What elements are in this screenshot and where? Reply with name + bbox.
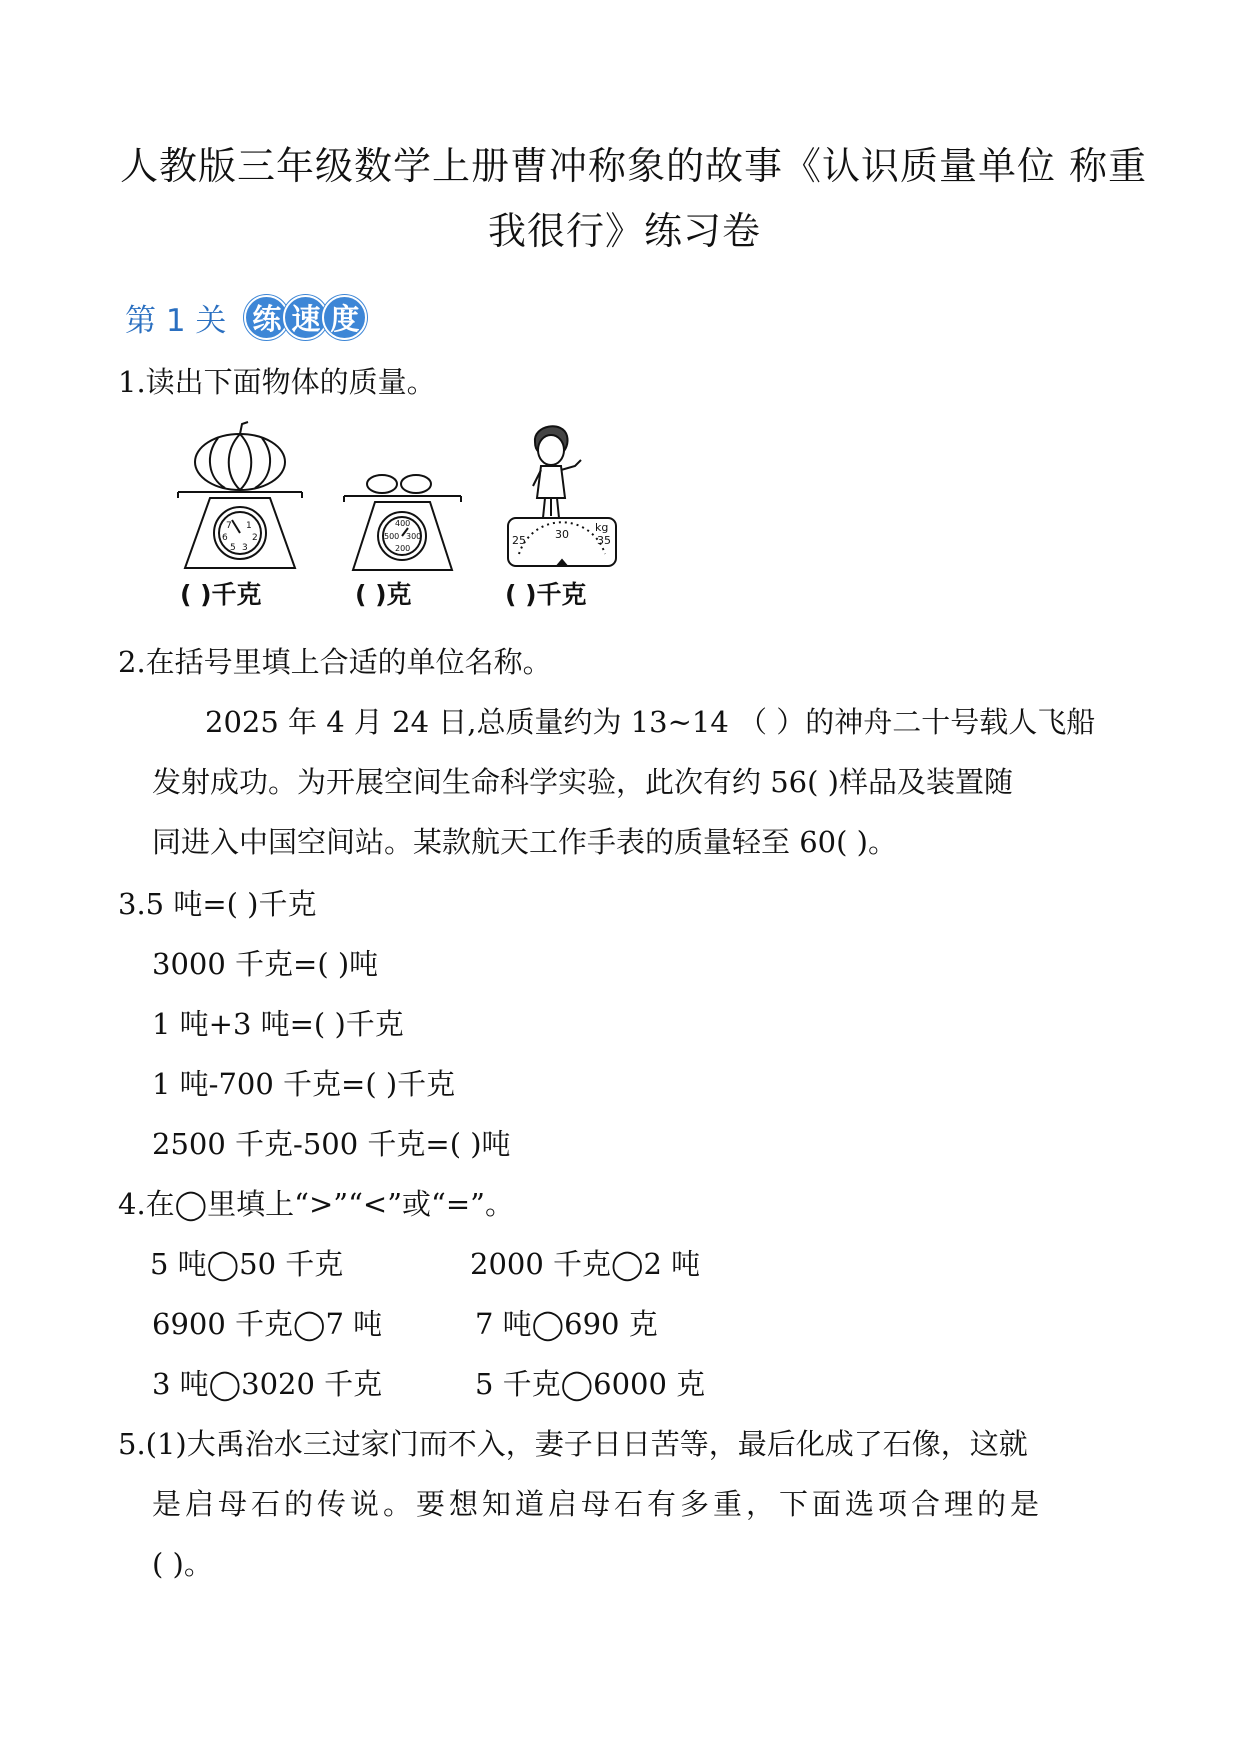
q3-item-4: 1 吨-700 千克=( )千克 <box>152 1067 456 1101</box>
q1-text: 1.读出下面物体的质量。 <box>118 365 436 399</box>
svg-text:5: 5 <box>230 543 236 553</box>
dial-label-500: 500 <box>384 532 400 541</box>
level-header <box>125 292 361 342</box>
q1-caption-1: ( )千克 <box>180 580 262 609</box>
q4-item-4: 7 吨◯690 克 <box>475 1307 658 1341</box>
q3-item-1: 3.5 吨=( )千克 <box>118 887 317 921</box>
dial-label-300: 300 <box>406 532 422 541</box>
svg-text:7: 7 <box>226 521 232 531</box>
q4-item-2: 2000 千克◯2 吨 <box>470 1247 701 1281</box>
q3-item-2: 3000 千克=( )吨 <box>152 947 379 981</box>
svg-text:6: 6 <box>222 533 228 543</box>
dial-label-400: 400 <box>395 519 411 528</box>
q1-caption-3: ( )千克 <box>505 580 587 609</box>
q4-item-6: 5 千克◯6000 克 <box>475 1367 706 1401</box>
scale-label-30: 30 <box>555 528 569 541</box>
q5-line1: 5.(1)大禹治水三过家门而不入，妻子日日苦等，最后化成了石像，这就 <box>118 1427 1028 1461</box>
scale-label-kg: kg <box>595 521 609 534</box>
q2-text: 2.在括号里填上合适的单位名称。 <box>118 645 552 679</box>
boy-scale-icon <box>505 420 620 570</box>
level-label: 第 1 关 <box>125 302 227 339</box>
q2-line3: 同进入中国空间站。某款航天工作手表的质量轻至 60( )。 <box>152 825 897 859</box>
q4-item-3: 6900 千克◯7 吨 <box>152 1307 383 1341</box>
page-title-line1: 人教版三年级数学上册曹冲称象的故事《认识质量单位 称重 <box>120 144 1148 188</box>
q2-line2: 发射成功。为开展空间生命科学实验，此次有约 56( )样品及装置随 <box>152 765 1013 799</box>
q4-text: 4.在◯里填上“>”“<”或“=”。 <box>118 1187 514 1221</box>
badge-char-1: 练 <box>244 295 289 340</box>
svg-text:2: 2 <box>252 533 258 543</box>
q4-item-5: 3 吨◯3020 千克 <box>152 1367 383 1401</box>
svg-text:3: 3 <box>242 543 248 553</box>
badge-char-3: 度 <box>322 295 367 340</box>
q3-item-3: 1 吨+3 吨=( )千克 <box>152 1007 404 1041</box>
q2-line1: 2025 年 4 月 24 日,总质量约为 13~14 （ ）的神舟二十号载人飞船 <box>205 705 1096 739</box>
page-title-line2: 我很行》练习卷 <box>488 209 762 253</box>
eggs-scale-icon <box>340 470 465 575</box>
q3-item-5: 2500 千克-500 千克=( )吨 <box>152 1127 511 1161</box>
q5-line3: ( )。 <box>152 1547 213 1581</box>
dial-label-200: 200 <box>395 544 411 553</box>
scale-label-25: 25 <box>512 534 526 547</box>
svg-text:1: 1 <box>246 521 252 531</box>
q5-line2: 是启母石的传说。要想知道启母石有多重，下面选项合理的是 <box>152 1487 1044 1521</box>
q4-item-1: 5 吨◯50 千克 <box>150 1247 344 1281</box>
pumpkin-scale-icon <box>170 420 310 570</box>
scale-label-35: 35 <box>597 534 611 547</box>
badge-char-2: 速 <box>283 295 328 340</box>
q1-caption-2: ( )克 <box>355 580 412 609</box>
